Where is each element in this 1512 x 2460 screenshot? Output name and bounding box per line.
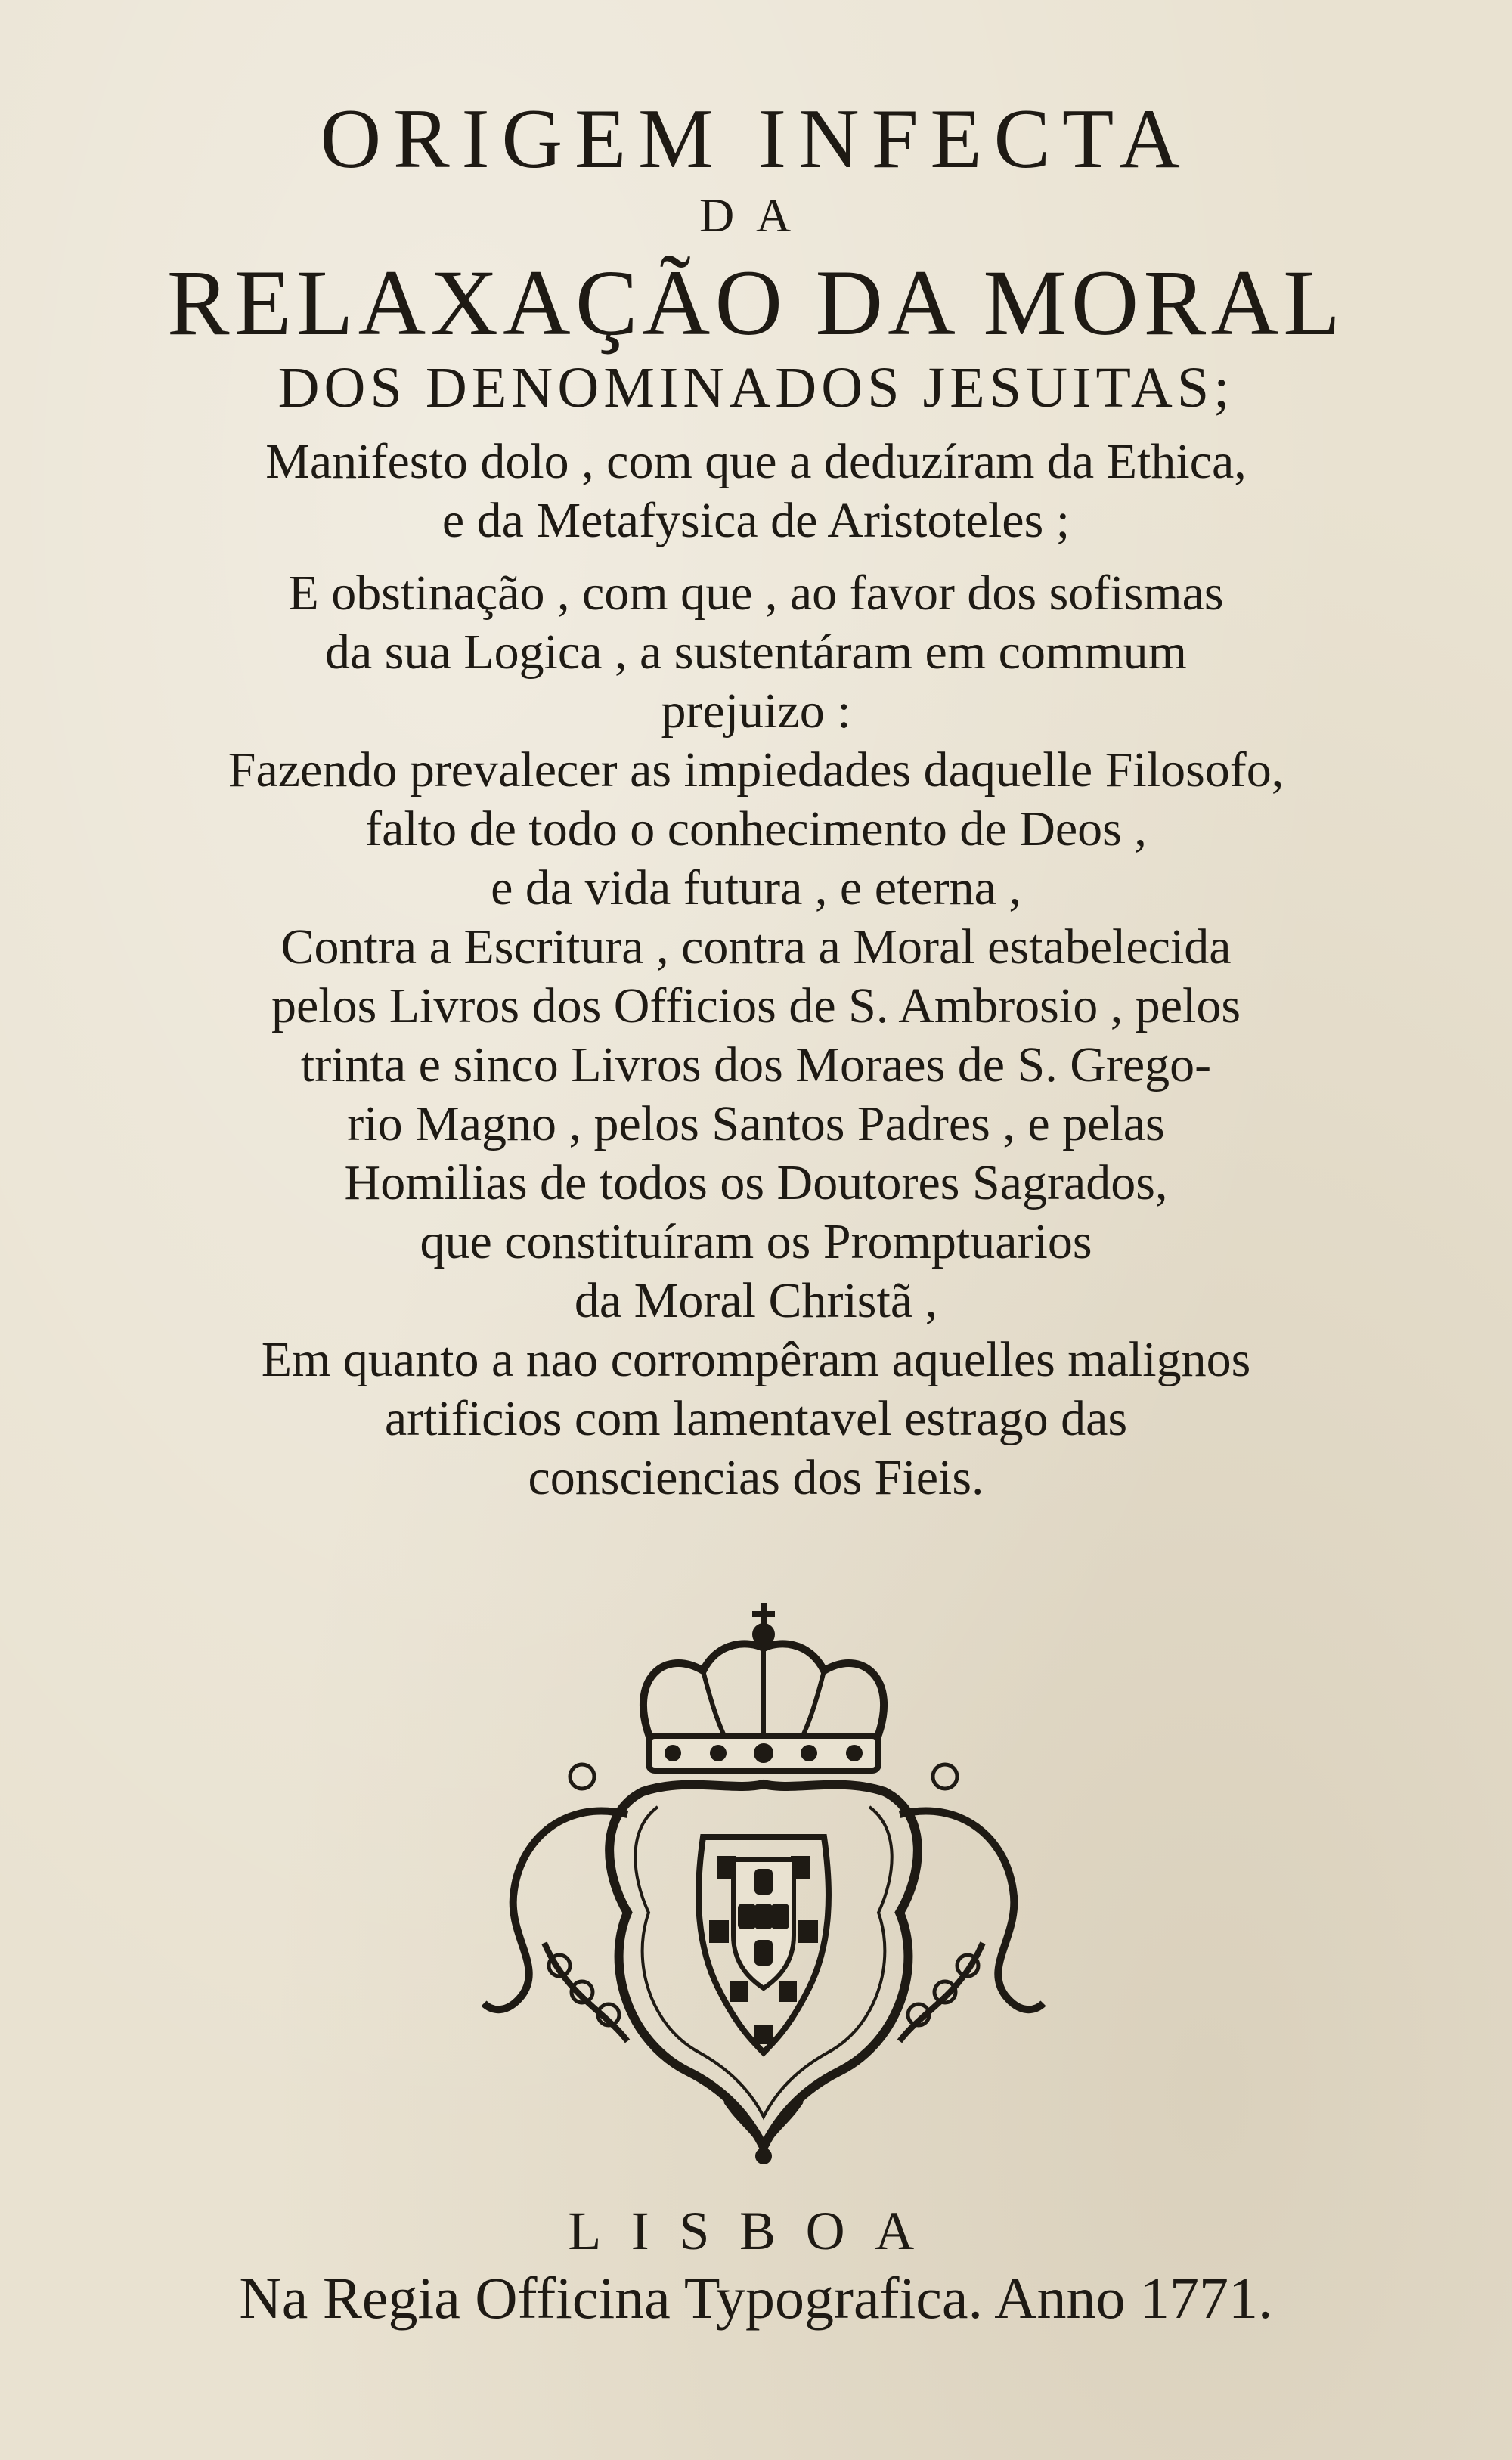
- text-line: E obstinação , com que , ao favor dos sofismas: [288, 565, 1224, 621]
- subtitle-text: [0, 432, 1512, 1507]
- imprint-printer: Na Regia Officina Typografica. Anno 1771.: [239, 2265, 1273, 2331]
- text-line: prejuizo :: [661, 683, 851, 739]
- text-line: e da Metafysica de Aristoteles ;: [442, 493, 1070, 548]
- text-line: artificios com lamentavel estrago das: [384, 1391, 1128, 1446]
- title-line-1: ORIGEM INFECTA: [320, 92, 1192, 186]
- text-line: consciencias dos Fieis.: [528, 1450, 984, 1505]
- text-line: trinta e sinco Livros dos Moraes de S. Grego-: [300, 1037, 1212, 1092]
- text-line: da Moral Christã ,: [574, 1273, 938, 1328]
- text-line: e da vida futura , e eterna ,: [491, 860, 1021, 916]
- text-line: que constituíram os Promptuarios: [420, 1214, 1092, 1269]
- text-line: falto de todo o conhecimento de Deos ,: [365, 801, 1147, 857]
- text-line: Contra a Escritura , contra a Moral estabelecida: [280, 919, 1232, 974]
- imprint-place: LISBOA: [568, 2201, 944, 2261]
- royal-coat-of-arms-icon: [476, 1588, 1051, 2170]
- text-line: Manifesto dolo , com que a deduzíram da Ethica,: [265, 434, 1247, 489]
- text-line: pelos Livros dos Officios de S. Ambrosio , pelos: [271, 978, 1241, 1033]
- title-line-4: DOS DENOMINADOS JESUITAS;: [277, 356, 1235, 420]
- text-line: rio Magno , pelos Santos Padres , e pelas: [347, 1096, 1165, 1151]
- text-line: Fazendo prevalecer as impiedades daquelle Filosofo,: [228, 742, 1284, 798]
- text-line: Homilias de todos os Doutores Sagrados,: [344, 1155, 1168, 1210]
- text-line: Em quanto a nao corrompêram aquelles malignos: [261, 1332, 1251, 1387]
- title-line-3: RELAXAÇÃO DA MORAL: [166, 251, 1346, 355]
- title-line-2: DA: [699, 188, 813, 242]
- text-line: da sua Logica , a sustentáram em commum: [325, 624, 1187, 680]
